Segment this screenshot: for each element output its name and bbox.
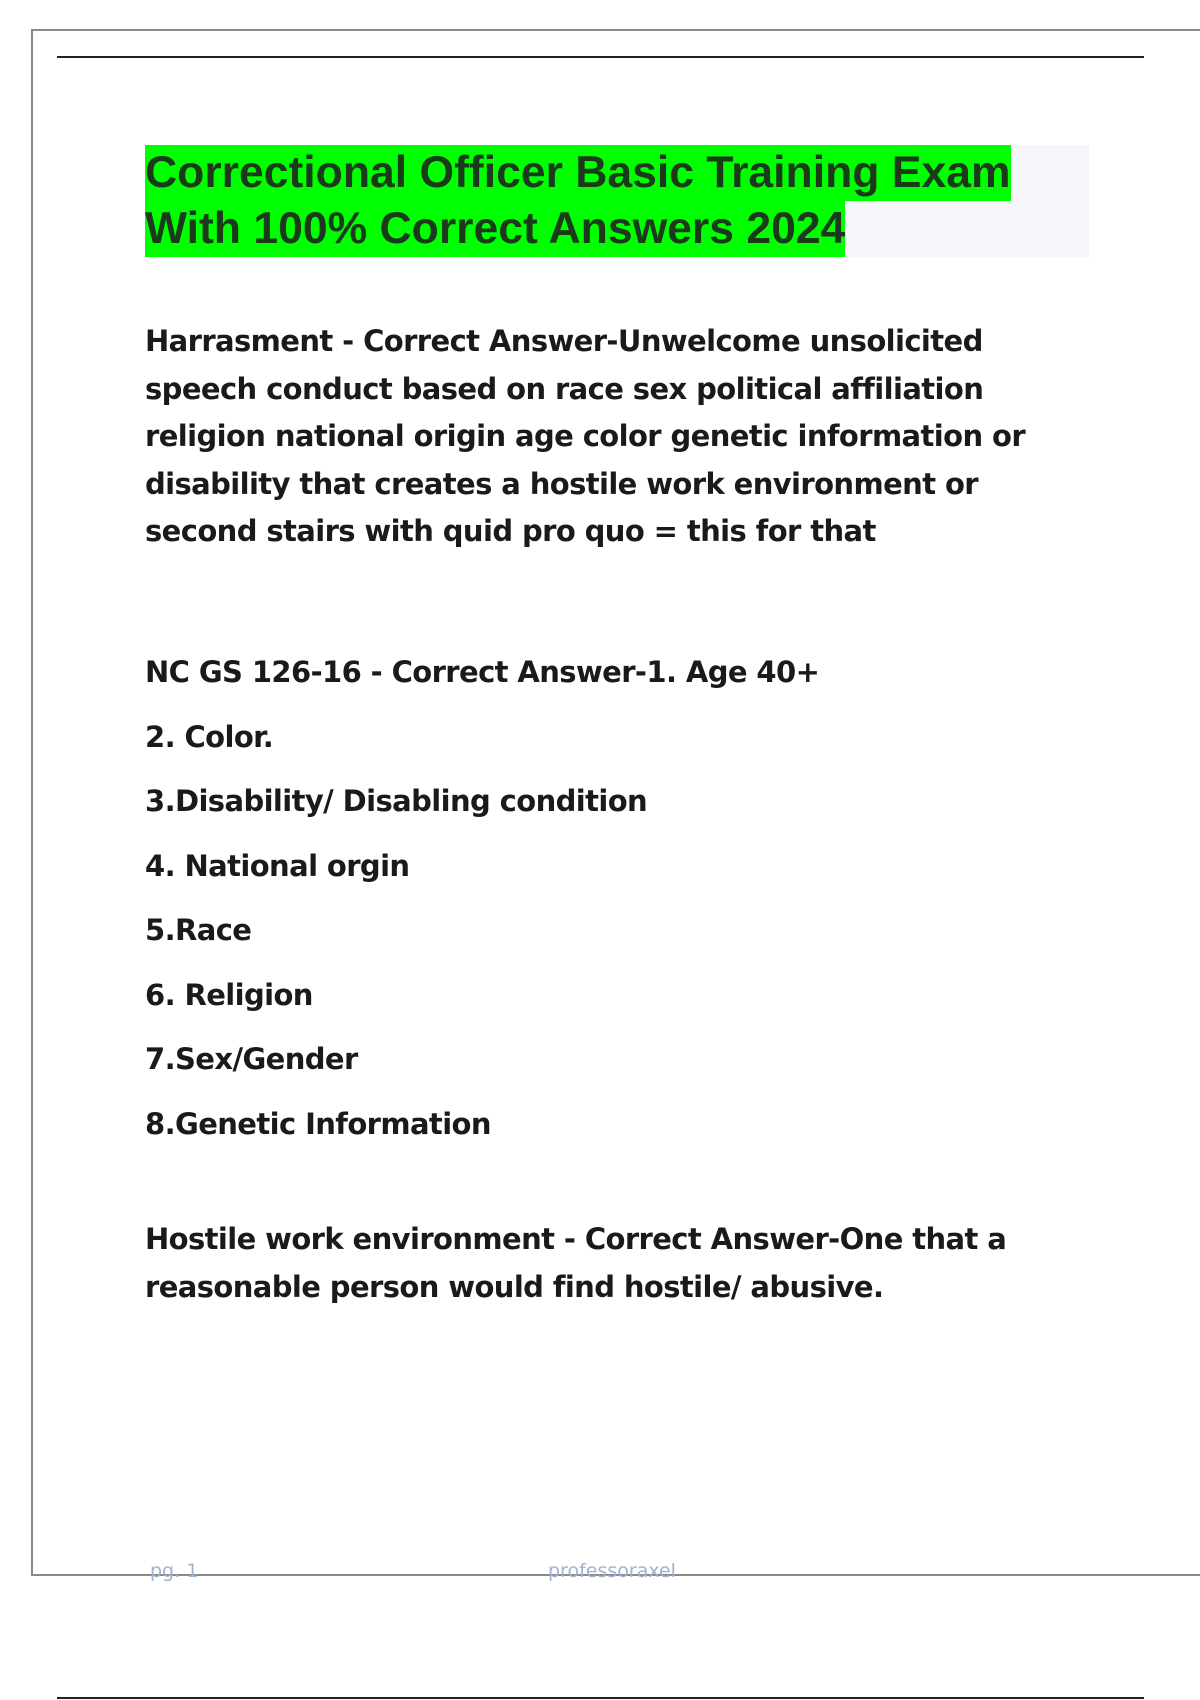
page-border-left bbox=[31, 29, 33, 1574]
list-item: 3.Disability/ Disabling condition bbox=[145, 784, 648, 818]
title-line-2: With 100% Correct Answers 2024 bbox=[145, 201, 845, 257]
document-title bbox=[145, 145, 1089, 257]
hostile-environment-answer: Hostile work environment - Correct Answer-One that a reasonable person would find hostile/ abusive. bbox=[145, 1222, 1007, 1304]
list-item: NC GS 126-16 - Correct Answer-1. Age 40+ bbox=[145, 655, 820, 689]
list-item: 7.Sex/Gender bbox=[145, 1042, 358, 1076]
header-rule bbox=[57, 56, 1144, 58]
list-item: 2. Color. bbox=[145, 719, 274, 754]
title-line-1: Correctional Officer Basic Training Exam bbox=[145, 145, 1011, 201]
nc-gs-126-16-list bbox=[145, 640, 1095, 1156]
bottom-rule bbox=[57, 1697, 1144, 1699]
list-item: 6. Religion bbox=[145, 977, 313, 1012]
harassment-answer: Harrasment - Correct Answer-Unwelcome unsolicited speech conduct based on race sex political affiliation religion national origin age color genetic information or disability that creates a hostile work environment or second stairs with quid pro quo = this for that bbox=[145, 324, 1026, 548]
footer-author: professoraxel bbox=[548, 1560, 676, 1582]
page-border-top bbox=[31, 29, 1200, 31]
list-item: 4. National orgin bbox=[145, 848, 410, 883]
list-item: 5.Race bbox=[145, 913, 252, 947]
list-item: 8.Genetic Information bbox=[145, 1106, 491, 1141]
footer-page-number: pg. 1 bbox=[150, 1560, 199, 1582]
